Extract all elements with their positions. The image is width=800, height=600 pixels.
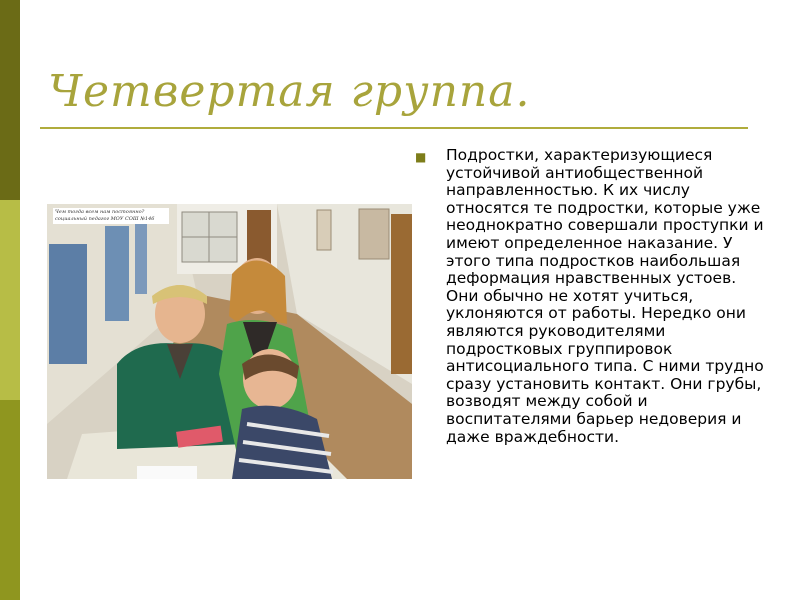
photo-caption: Чем тогда всем нам постоянно? социальный педагог МОУ СОШ №146 [53,208,169,224]
side-bar-middle [0,200,20,400]
square-bullet-icon: ■ [415,150,427,164]
title-divider [40,127,748,129]
slide-body-text: Подростки, характеризующиеся устойчивой антиобщественной направленностью. К их числу относятся те подростки, которые уже неоднократно совершали проступки и имеют определенное наказание. У этого типа подростков наибольшая деформация нравственных устоев. Они обычно не хотят учиться, уклоняются от работы. Нередко они являются руководителями подростковых группировок антисоциального типа. С ними трудно сразу установить контакт. Они грубы, возводят между собой и воспитателями барьер недоверия и даже враждебности. [446,146,764,446]
slide-title: Четвертая группа. [48,66,531,117]
side-bar-bottom [0,400,20,600]
slide-photo [47,204,412,479]
side-bar-top [0,0,20,200]
photo-illustration [47,204,412,479]
